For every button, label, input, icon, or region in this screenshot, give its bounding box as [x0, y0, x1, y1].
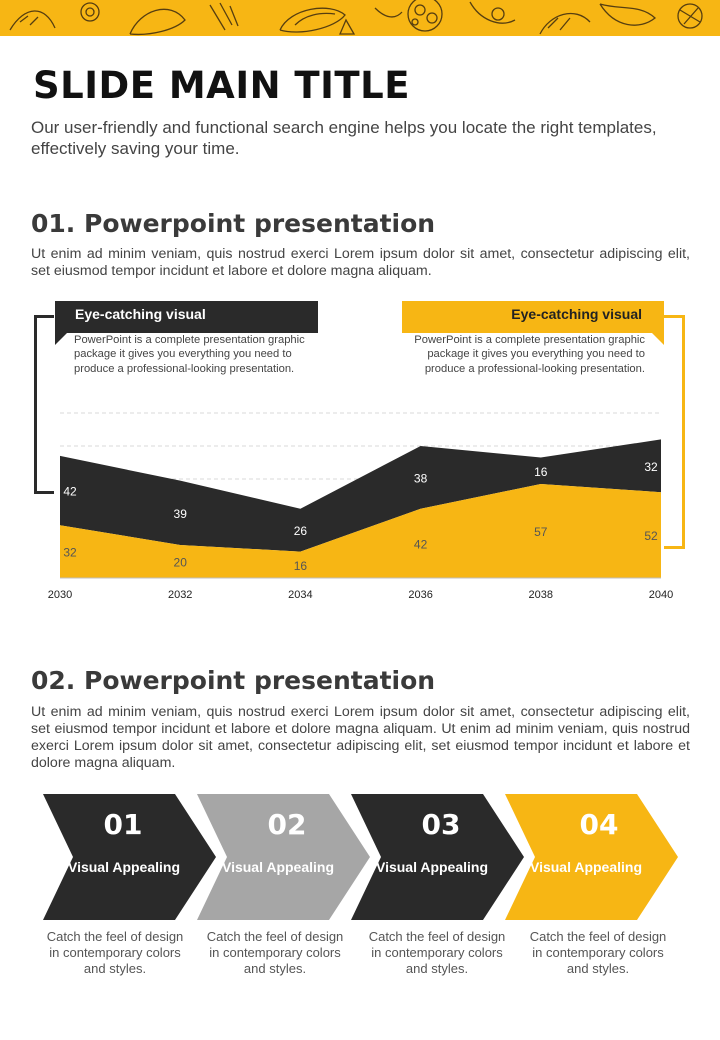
food-sketch-pattern	[0, 0, 720, 36]
section1-body: Ut enim ad minim veniam, quis nostrud exerci Lorem ipsum dolor sit amet, consectetur adipiscing elit, set eiusmod tempor incidunt et labore et dolore magna aliquam.	[31, 246, 690, 279]
step-card-3	[351, 794, 526, 920]
chart-data-label: 39	[173, 506, 187, 521]
chart-data-label: 42	[63, 484, 77, 499]
right-callout-tail	[652, 333, 664, 345]
step-description-3: Catch the feel of design in contemporary colors and styles.	[368, 929, 506, 976]
left-callout-title: Eye-catching visual	[55, 301, 318, 333]
step-description-2: Catch the feel of design in contemporary colors and styles.	[206, 929, 344, 976]
step-card-1	[43, 794, 218, 920]
chart-x-tick-label: 2032	[167, 589, 193, 601]
subtitle-line: Our user-friendly and functional search engine helps you locate the right templates,	[31, 118, 657, 137]
decorative-banner	[0, 0, 720, 36]
slide-title: SLIDE MAIN TITLE	[33, 64, 411, 107]
step-description-4: Catch the feel of design in contemporary colors and styles.	[529, 929, 667, 976]
chart-data-label: 26	[293, 524, 308, 539]
section2-body: Ut enim ad minim veniam, quis nostrud exerci Lorem ipsum dolor sit amet, consectetur adipiscing elit, set eiusmod tempor incidunt et labore et dolore magna aliquam. Ut enim ad minim veniam, quis nostrud exerci Lorem ipsum dolor sit amet, consectetur adipiscing elit, set eiusmod tempor incidunt et labore et dolore magna aliquam.	[31, 704, 690, 771]
chart-x-tick-label: 2036	[408, 589, 433, 601]
chart-x-tick-label: 2034	[288, 589, 313, 601]
step-label: Visual Appealing	[67, 859, 181, 875]
chart-data-label: 52	[644, 529, 658, 544]
chart-data-label: 16	[534, 464, 548, 479]
subtitle-line: effectively saving your time.	[31, 139, 240, 158]
step-number: 04	[579, 808, 619, 841]
step-label: Visual Appealing	[529, 859, 643, 875]
chart-data-label: 20	[173, 555, 187, 570]
chart-x-tick-label: 2030	[47, 589, 73, 601]
step-card-2	[197, 794, 372, 920]
step-card-4	[505, 794, 680, 920]
chart-data-label: 57	[534, 524, 548, 539]
chart-x-tick-label: 2040	[648, 589, 674, 601]
step-number: 01	[103, 808, 143, 841]
section2-heading: 02. Powerpoint presentation	[31, 666, 436, 695]
step-label: Visual Appealing	[375, 859, 489, 875]
section1-heading: 01. Powerpoint presentation	[31, 209, 436, 238]
chart-data-label: 42	[413, 537, 428, 552]
stacked-area-chart	[0, 400, 720, 610]
right-callout-text: PowerPoint is a complete presentation graphic package it gives you everything you need to produce a professional-looking presentation.	[414, 334, 645, 375]
chart-data-label: 38	[413, 471, 428, 486]
chart-data-label: 32	[63, 545, 77, 560]
chart-x-tick-label: 2038	[528, 589, 554, 601]
chart-data-label: 16	[293, 558, 308, 573]
step-label: Visual Appealing	[221, 859, 335, 875]
step-number: 02	[267, 808, 307, 841]
left-callout-tail	[55, 333, 67, 345]
step-description-1: Catch the feel of design in contemporary colors and styles.	[46, 929, 184, 976]
chart-data-label: 32	[644, 459, 658, 474]
step-number: 03	[421, 808, 461, 841]
slide-subtitle	[31, 117, 681, 159]
left-callout-text: PowerPoint is a complete presentation graphic package it gives you everything you need to produce a professional-looking presentation.	[74, 334, 305, 375]
right-callout-title: Eye-catching visual	[402, 301, 664, 333]
